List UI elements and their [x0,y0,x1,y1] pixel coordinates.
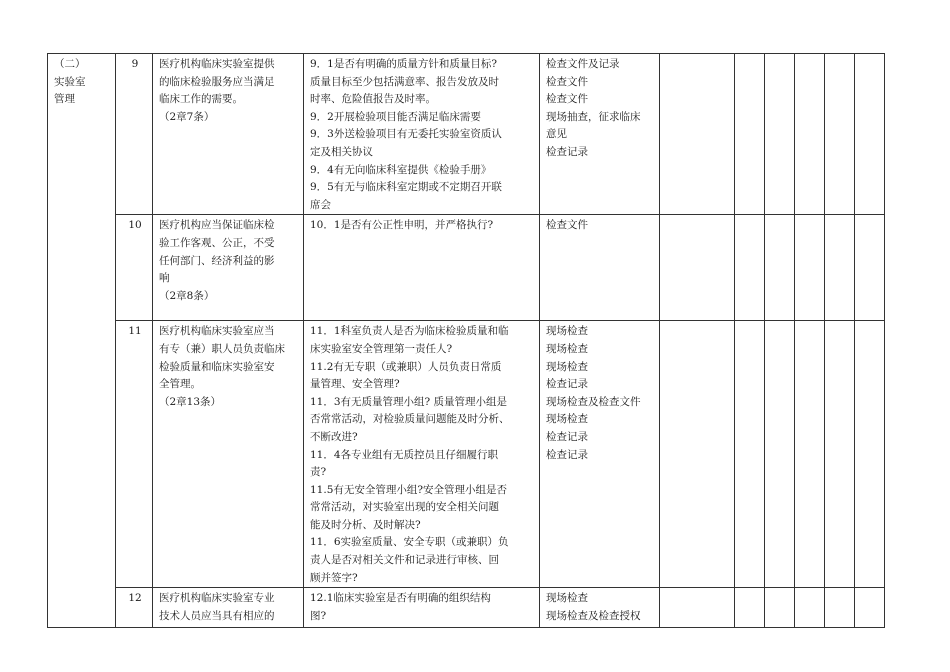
check-item-line: 责? [310,466,327,479]
requirement-line: 任何部门、经济利益的影 [159,254,275,267]
score-cell [765,588,795,628]
check-item-line: 顾并签字? [310,571,358,584]
category-line: （二） [54,58,86,70]
check-item-line: 床实验室安全管理第一责任人? [310,342,453,355]
score-cell [795,215,825,321]
check-item-line: 9．1是否有明确的质量方针和质量目标? [310,58,497,70]
requirement-line: 技术人员应当具有相应的 [159,609,275,622]
method-line: 现场检查 [546,325,588,338]
score-cell [765,215,795,321]
score-cell [795,54,825,215]
requirement-line: 的临床检验服务应当满足 [159,75,275,88]
method-line: 检查记录 [546,145,588,158]
method-cell [540,588,660,628]
score-cell [660,321,735,588]
check-item-line: 9．3外送检验项目有无委托实验室资质认 [310,128,502,141]
requirement-cell [153,588,304,628]
check-item-line: 时率、危险值报告及时率。 [310,93,436,106]
score-cell [660,215,735,321]
score-cell [825,215,855,321]
requirement-cell [153,321,304,588]
item-number: 11 [116,321,153,588]
requirement-line: 医疗机构临床实验室提供 [159,58,275,70]
item-number: 12 [116,588,153,628]
requirement-line: 临床工作的需要。 [159,93,243,106]
check-item-line: 12.1临床实验室是否有明确的组织结构 [310,592,491,605]
requirement-cell [153,54,304,215]
score-cell [660,588,735,628]
category-line: 管理 [54,93,75,106]
check-items-cell [304,321,540,588]
method-line: 检查文件 [546,93,588,106]
check-items-cell [304,588,540,628]
requirement-cell [153,215,304,321]
score-cell [660,54,735,215]
score-cell [825,588,855,628]
requirement-line: 医疗机构临床实验室专业 [159,592,275,605]
method-line: 检查文件 [546,219,588,232]
check-item-line: 11．4各专业组有无质控员且仔细履行职 [310,448,499,461]
requirement-line: 全管理。 [159,378,201,391]
method-line: 现场检查 [546,413,588,426]
requirement-line: 响 [159,272,170,285]
method-line: 现场检查 [546,342,588,355]
score-cell [735,321,765,588]
check-item-line: 责人是否对相关文件和记录进行审核、回 [310,554,499,567]
method-line: 现场检查及检查文件 [546,395,641,408]
score-cell [795,588,825,628]
check-item-line: 席会 [310,198,331,211]
table-row [48,321,885,588]
table-row [48,54,885,215]
check-item-line: 9．2开展检验项目能否满足临床需要 [310,110,481,123]
score-cell [825,321,855,588]
category-cell [48,54,116,628]
check-items-cell [304,54,540,215]
method-cell [540,215,660,321]
score-cell [855,588,885,628]
score-cell [825,54,855,215]
method-line: 现场检查 [546,360,588,373]
score-cell [855,54,885,215]
method-line: 检查文件及记录 [546,58,620,70]
method-line: 检查记录 [546,378,588,391]
category-line: 实验室 [54,75,86,88]
method-line: 检查记录 [546,448,588,461]
score-cell [735,54,765,215]
method-line: 意见 [546,128,567,141]
check-item-line: 11.2有无专职（或兼职）人员负责日常质 [310,360,502,373]
score-cell [735,215,765,321]
requirement-line: （2章8条） [159,289,215,302]
score-cell [765,54,795,215]
requirement-line: （2章13条） [159,395,222,408]
requirement-line: 有专（兼）职人员负责临床 [159,342,285,355]
check-item-line: 图? [310,609,327,622]
check-item-line: 定及相关协议 [310,145,373,158]
check-item-line: 常常活动，对实验室出现的安全相关问题 [310,501,499,514]
method-line: 现场检查 [546,592,588,605]
check-item-line: 9．5有无与临床科室定期或不定期召开联 [310,181,502,194]
requirement-line: （2章7条） [159,110,215,123]
method-line: 现场抽查，征求临床 [546,110,641,123]
requirement-line: 验工作客观、公正，不受 [159,236,275,249]
check-item-line: 质量目标至少包括满意率、报告发放及时 [310,75,499,88]
check-item-line: 能及时分析、及时解决? [310,518,421,531]
method-cell [540,321,660,588]
check-item-line: 11.5有无安全管理小组?安全管理小组是否 [310,483,508,496]
item-number: 10 [116,215,153,321]
check-item-line: 量管理、安全管理? [310,378,400,391]
check-item-line: 不断改进? [310,430,358,443]
item-number: 9 [116,54,153,215]
method-line: 检查文件 [546,75,588,88]
method-line: 检查记录 [546,430,588,443]
check-item-line: 10．1是否有公正性申明，并严格执行? [310,219,494,232]
table-row [48,588,885,628]
check-item-line: 11．6实验室质量、安全专职（或兼职）负 [310,536,509,549]
method-cell [540,54,660,215]
requirement-line: 医疗机构应当保证临床检 [159,219,275,232]
method-line: 现场检查及检查授权 [546,609,641,622]
check-item-line: 11．3有无质量管理小组? 质量管理小组是 [310,395,508,408]
score-cell [765,321,795,588]
table-row [48,215,885,321]
requirement-line: 检验质量和临床实验室安 [159,360,275,373]
score-cell [855,215,885,321]
requirement-line: 医疗机构临床实验室应当 [159,325,275,338]
score-cell [735,588,765,628]
score-cell [855,321,885,588]
check-item-line: 否常常活动，对检验质量问题能及时分析、 [310,413,510,426]
inspection-standards-table [47,53,885,628]
check-item-line: 9．4有无向临床科室提供《检验手册》 [310,163,492,176]
score-cell [795,321,825,588]
check-items-cell [304,215,540,321]
check-item-line: 11．1科室负责人是否为临床检验质量和临 [310,325,509,338]
